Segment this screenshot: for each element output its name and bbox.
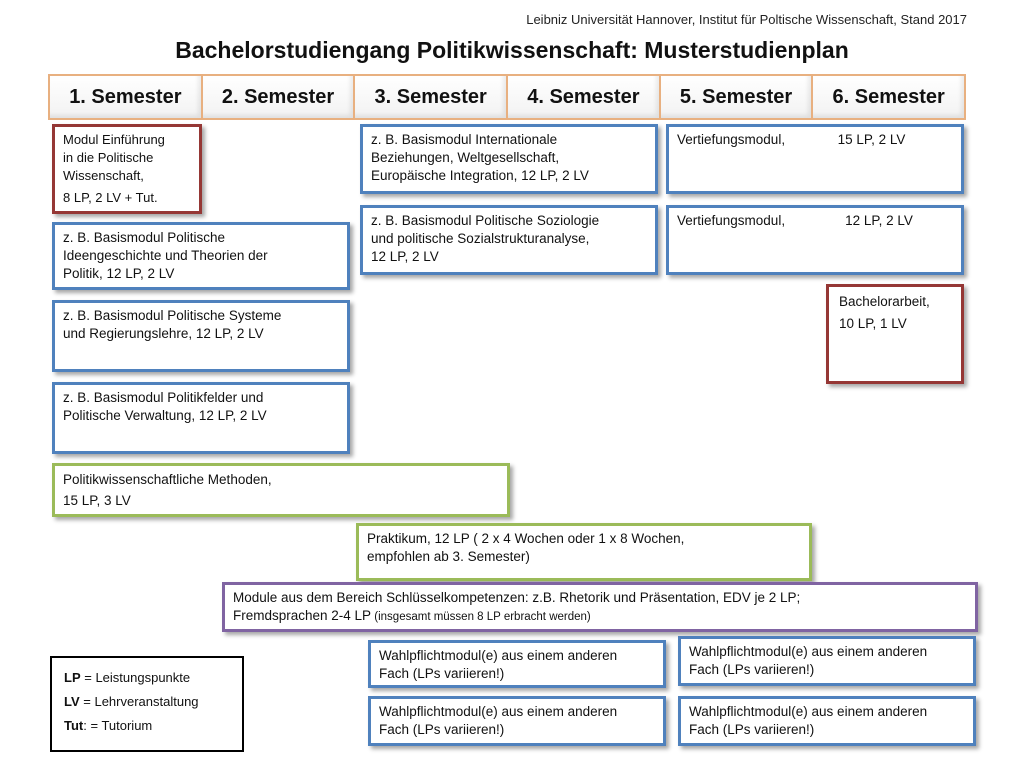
module-vertiefung-1: Vertiefungsmodul, 15 LP, 2 LV <box>666 124 964 194</box>
module-text-line: Wissenschaft, <box>63 168 144 183</box>
legend-item-lv <box>64 690 230 714</box>
module-text-line: in die Politische <box>63 150 154 165</box>
module-text-line: 12 LP, 2 LV <box>371 249 439 264</box>
module-text-line: z. B. Basismodul Politische <box>63 230 226 245</box>
legend-box <box>50 656 244 752</box>
module-text-line: Politikwissenschaftliche Methoden, <box>63 472 272 487</box>
module-text-line: Fach (LPs variieren!) <box>379 666 505 681</box>
module-praktikum <box>356 523 812 581</box>
module-bachelorarbeit <box>826 284 964 384</box>
legend-text: = Lehrveranstaltung <box>79 694 199 709</box>
module-text-part: Fremdsprachen 2-4 LP <box>233 608 372 623</box>
module-text-line: Wahlpflichtmodul(e) aus einem anderen <box>689 644 928 659</box>
module-internationale-beziehungen <box>360 124 658 194</box>
module-text-line: Bachelorarbeit, <box>839 294 930 309</box>
module-wahlpflicht-4 <box>678 696 976 746</box>
module-einfuehrung <box>52 124 202 214</box>
module-wahlpflicht-1 <box>368 640 666 688</box>
module-politische-systeme <box>52 300 350 372</box>
module-text-line: 8 LP, 2 LV + Tut. <box>63 190 158 205</box>
legend-text: = Leistungspunkte <box>80 670 191 685</box>
module-text-line: z. B. Basismodul Politische Soziologie <box>371 213 600 228</box>
module-text-line: Wahlpflichtmodul(e) aus einem anderen <box>379 648 618 663</box>
module-text-line: Fach (LPs variieren!) <box>689 722 815 737</box>
semester-2-header: 2. Semester <box>203 76 356 118</box>
legend-abbr: LV <box>64 694 80 709</box>
legend-text: : = Tutorium <box>83 718 153 733</box>
module-text-line: empfohlen ab 3. Semester) <box>367 549 530 564</box>
semester-5-header: 5. Semester <box>661 76 814 118</box>
module-text-line: Ideengeschichte und Theorien der <box>63 248 268 263</box>
module-schluesselkompetenzen <box>222 582 978 632</box>
module-text-note: (insgesamt müssen 8 LP erbracht werden) <box>371 611 591 623</box>
module-text-line: Beziehungen, Weltgesellschaft, <box>371 150 560 165</box>
module-politikfelder <box>52 382 350 454</box>
module-text-line: 15 LP, 3 LV <box>63 493 131 508</box>
module-text-line: Wahlpflichtmodul(e) aus einem anderen <box>379 704 618 719</box>
module-text-line: 10 LP, 1 LV <box>839 316 907 331</box>
module-politische-soziologie <box>360 205 658 275</box>
legend-item-tut <box>64 714 230 738</box>
module-text-line: Politik, 12 LP, 2 LV <box>63 266 175 281</box>
semester-header-bar <box>48 74 966 120</box>
module-text-line: Politische Verwaltung, 12 LP, 2 LV <box>63 408 267 423</box>
module-text-line: Praktikum, 12 LP ( 2 x 4 Wochen oder 1 x 8 Wochen, <box>367 531 685 546</box>
module-text-line: z. B. Basismodul Politikfelder und <box>63 390 264 405</box>
module-text-line: Modul Einführung <box>63 132 165 147</box>
module-text-line: Module aus dem Bereich Schlüsselkompetenzen: z.B. Rhetorik und Präsentation, EDV je 2 LP; <box>233 590 801 605</box>
module-text-line: z. B. Basismodul Internationale <box>371 132 558 147</box>
module-text-line: Fach (LPs variieren!) <box>379 722 505 737</box>
semester-6-header: 6. Semester <box>813 76 964 118</box>
module-text-line: Wahlpflichtmodul(e) aus einem anderen <box>689 704 928 719</box>
module-wahlpflicht-3 <box>368 696 666 746</box>
legend-abbr: LP <box>64 670 81 685</box>
module-ideengeschichte <box>52 222 350 290</box>
module-text-line: z. B. Basismodul Politische Systeme <box>63 308 282 323</box>
module-text-line: und Regierungslehre, 12 LP, 2 LV <box>63 326 264 341</box>
module-text-line: und politische Sozialstrukturanalyse, <box>371 231 590 246</box>
module-wahlpflicht-2 <box>678 636 976 686</box>
module-text-line: Fach (LPs variieren!) <box>689 662 815 677</box>
module-vertiefung-2: Vertiefungsmodul, 12 LP, 2 LV <box>666 205 964 275</box>
semester-4-header: 4. Semester <box>508 76 661 118</box>
module-text-line: Europäische Integration, 12 LP, 2 LV <box>371 168 589 183</box>
semester-3-header: 3. Semester <box>355 76 508 118</box>
page-title: Bachelorstudiengang Politikwissenschaft: Musterstudienplan <box>175 37 849 63</box>
module-methoden <box>52 463 510 517</box>
module-text-line-2 <box>233 607 967 626</box>
legend-abbr: Tut <box>64 718 84 733</box>
legend-item-lp <box>64 666 230 690</box>
semester-1-header: 1. Semester <box>50 76 203 118</box>
header-note: Leibniz Universität Hannover, Institut für Poltische Wissenschaft, Stand 2017 <box>526 12 967 27</box>
